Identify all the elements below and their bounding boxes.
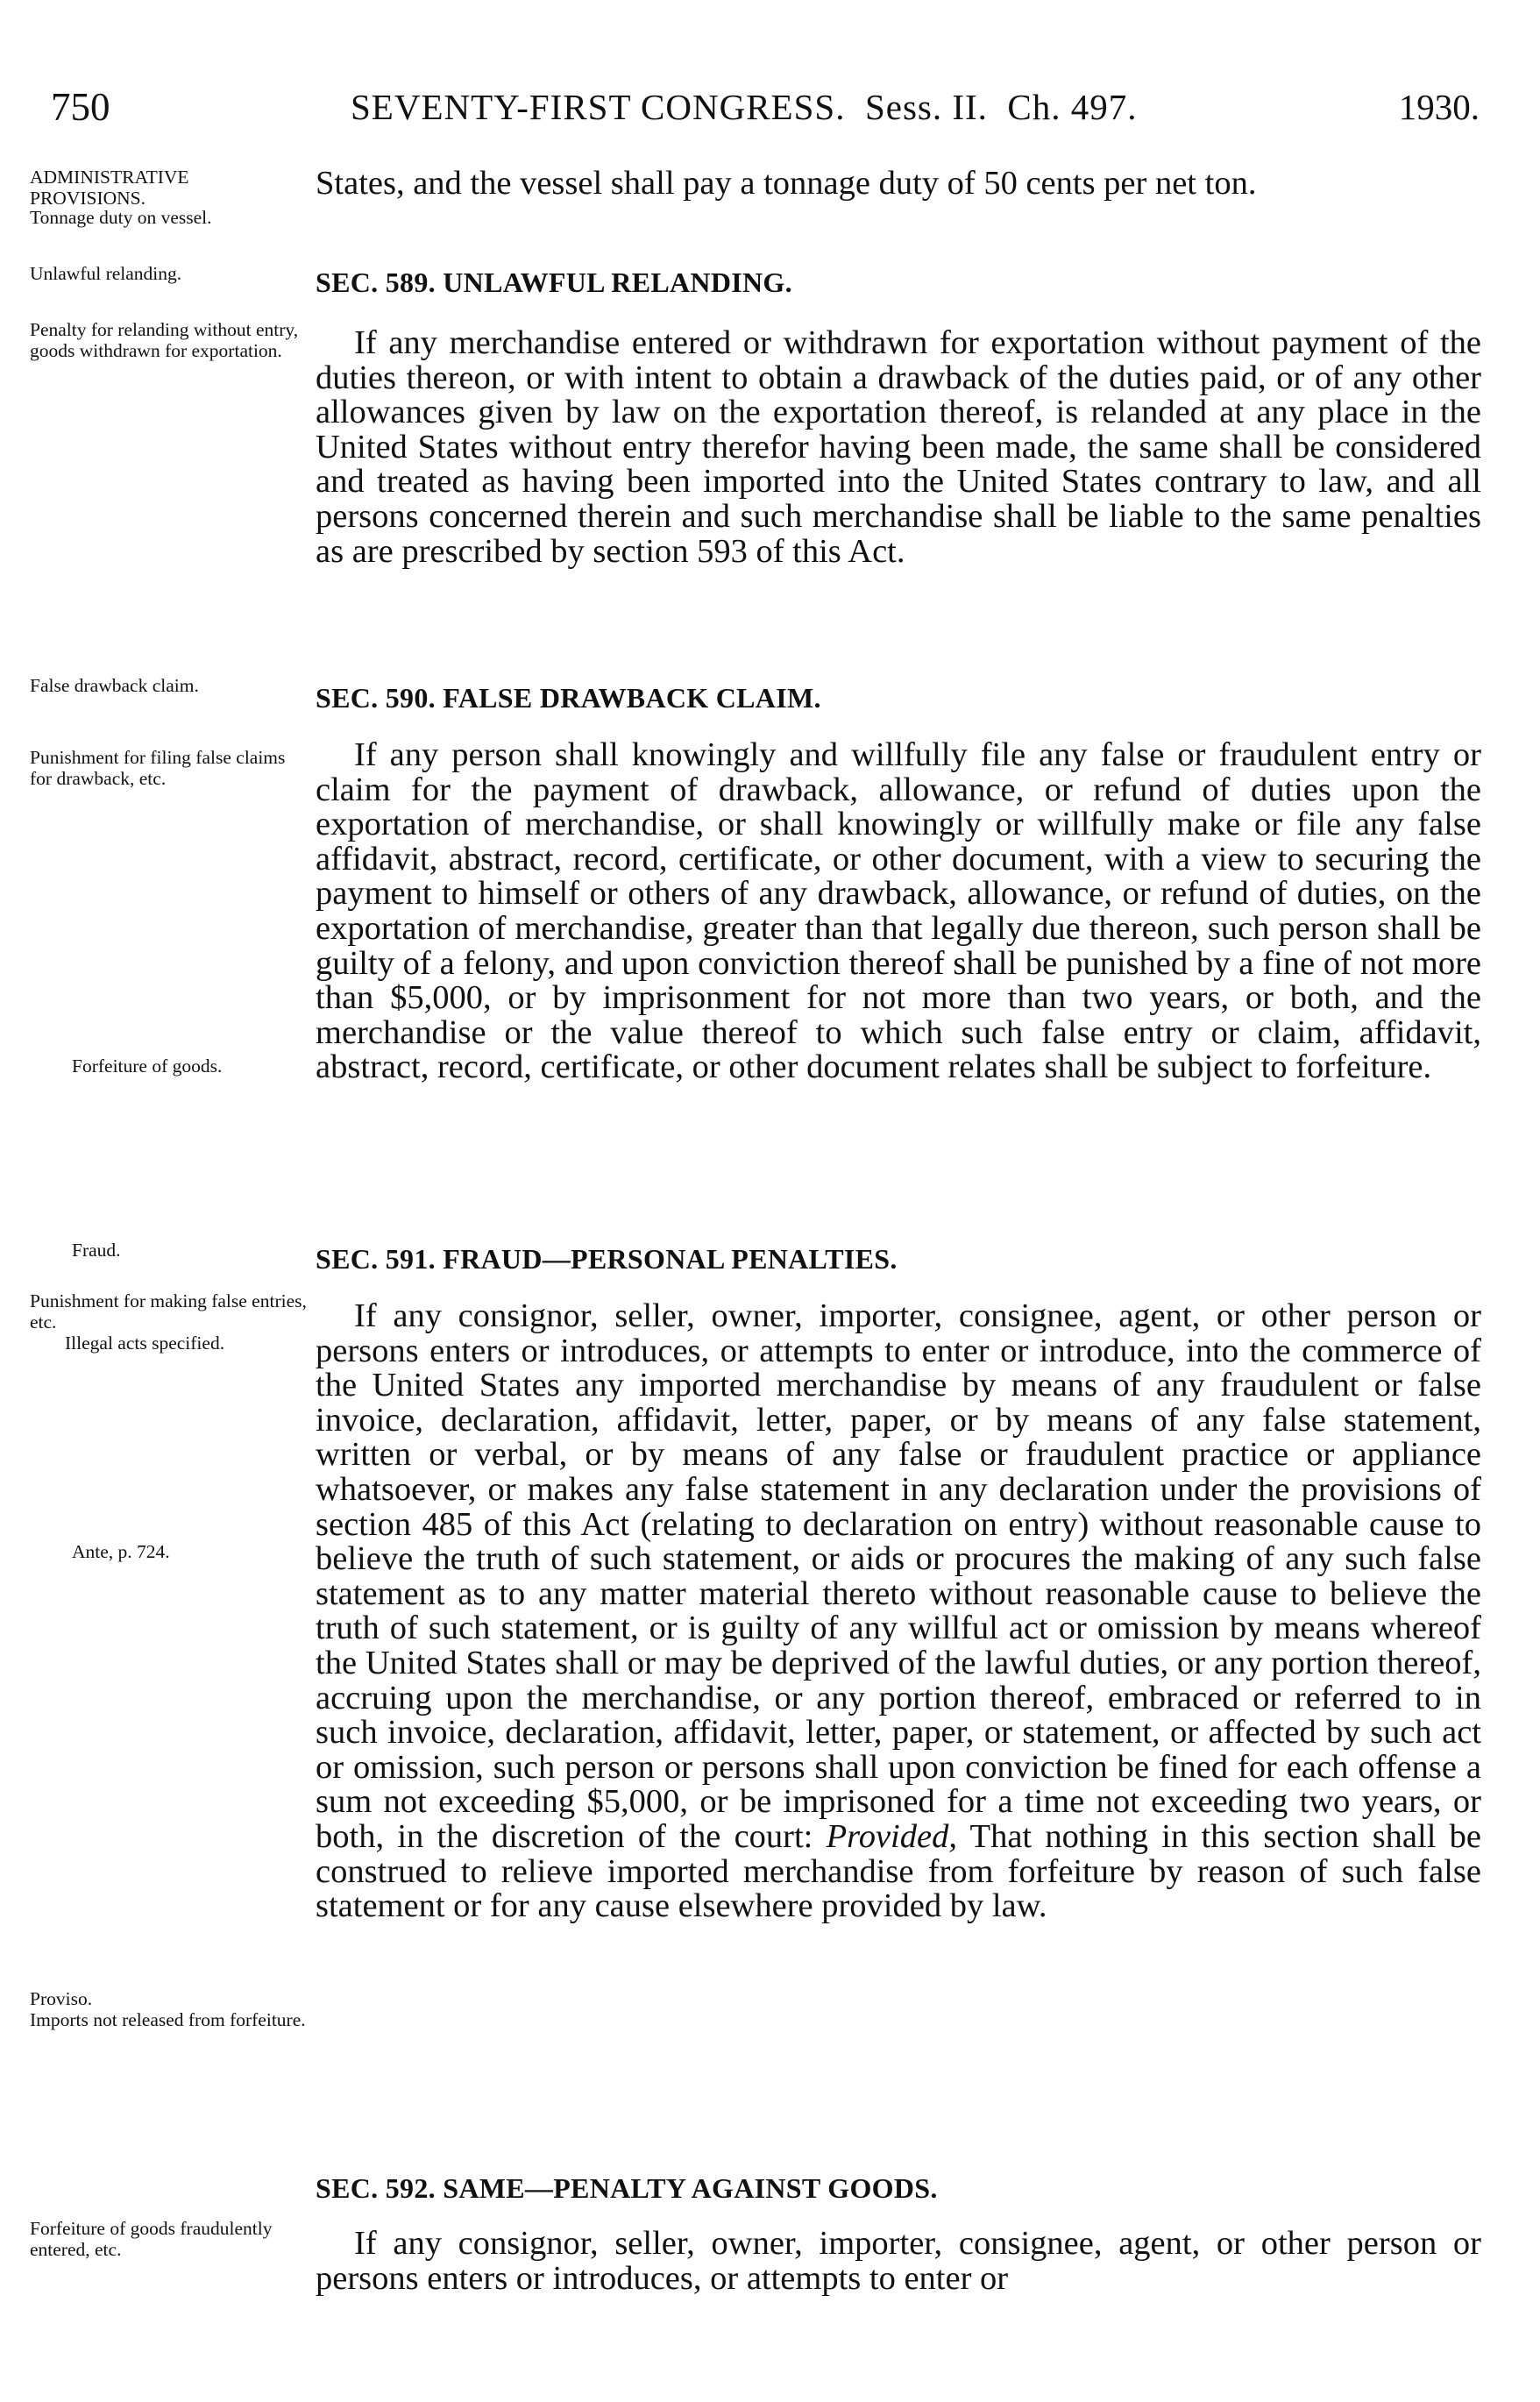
page-number: 750 xyxy=(51,85,110,129)
section-592-heading: SEC. 592. SAME—PENALTY AGAINST GOODS. xyxy=(316,2172,938,2204)
margin-note-ante: Ante, p. 724. xyxy=(72,1541,170,1562)
chapter-label: Ch. 497. xyxy=(1007,87,1138,127)
section-590-text xyxy=(316,738,1481,1085)
margin-note-forfeiture-goods: Forfeiture of goods. xyxy=(72,1055,223,1077)
section-591-heading: SEC. 591. FRAUD—PERSONAL PENALTIES. xyxy=(316,1243,898,1275)
section-589-text xyxy=(316,326,1481,569)
margin-note-illegal-acts: Illegal acts specified. xyxy=(65,1332,225,1354)
margin-note-false-drawback: False drawback claim. xyxy=(30,675,199,696)
section-591-body-after: That nothing in this section shall be construed to relieve imported merchandise from forfeiture by reason of such false statement or for any cause elsewhere provided by law. xyxy=(316,1817,1482,1925)
running-title-congress: SEVENTY-FIRST CONGRESS. xyxy=(351,87,846,127)
provided-keyword: Provided, xyxy=(826,1817,957,1855)
running-title xyxy=(351,81,1138,133)
section-591-body-before: If any consignor, seller, owner, importer, consignee, agent, or other person or persons enters or introduces, or attempts to enter or introduce, into the commerce of the United States any imported merchandise by means of any fraudulent or false invoice, declaration, affidavit, letter, paper, or by means of any false statement, written or verbal, or by means of any false or fraudulent practice or appliance whatsoever, or makes any false statement in any declaration under the provisions of section 485 of this Act (relating to declaration on entry) without reasonable cause to believe the truth of such statement, or aids or procures the making of any such false statement as to any matter material thereto without reasonable cause to believe the truth of such statement, or is guilty of any willful act or omission by means whereof the United States shall or may be deprived of the lawful duties, or any portion thereof, accruing upon the merchandise, or any portion thereof, embraced or referred to in such invoice, declaration, affidavit, letter, paper, or statement, or affected by such act or omission, such person or persons shall upon conviction be fined for each offense a sum not exceeding $5,000, or be imprisoned for a time not exceeding two years, or both, in the discretion of the court: xyxy=(316,1297,1481,1855)
margin-note-proviso: Proviso. xyxy=(30,1988,93,2009)
margin-note-punishment-false-claims: Punishment for filing false claims for drawback, etc. xyxy=(30,747,286,789)
section-589-body: If any merchandise entered or withdrawn for exportation without payment of the duties thereon, or with intent to obtain a drawback of the duties paid, or of any other allowances given by law on the exportation thereof, is relanded at any place in the United States without entry therefor having been made, the same shall be considered and treated as having been imported into the United States contrary to law, and all persons concerned therein and such merchandise shall be liable to the same penalties as are prescribed by section 593 of this Act. xyxy=(316,324,1481,570)
session-label: Sess. II. xyxy=(864,87,988,127)
section-590-body: If any person shall knowingly and willfully file any false or fraudulent entry or claim for the payment of drawback, allowance, or refund of duties upon the exportation of merchandise, or shall knowingly or willfully make or file any false affidavit, abstract, record, certificate, or other document, with a view to securing the payment to himself or others of any drawback, allowance, or refund of duties, on the exportation of merchandise, greater than that legally due thereon, such person shall be guilty of a felony, and upon conviction thereof shall be punished by a fine of not more than $5,000, or by imprisonment for not more than two years, or both, and the merchandise or the value thereof to which such false entry or claim, affidavit, abstract, record, certificate, or other document relates shall be subject to forfeiture. xyxy=(316,736,1481,1086)
page-header xyxy=(51,81,1480,133)
section-589-heading: SEC. 589. UNLAWFUL RELANDING. xyxy=(316,266,792,298)
section-592-text xyxy=(316,2227,1481,2296)
margin-note-tonnage-duty: Tonnage duty on vessel. xyxy=(30,207,212,228)
section-591-text xyxy=(316,1299,1481,1924)
margin-note-punishment-false-entries: Punishment for making false entries, etc. xyxy=(30,1290,307,1332)
margin-note-fraud: Fraud. xyxy=(72,1240,121,1261)
margin-note-forfeiture-fraudulent: Forfeiture of goods fraudulently entered, etc. xyxy=(30,2218,273,2260)
section-590-heading: SEC. 590. FALSE DRAWBACK CLAIM. xyxy=(316,682,821,714)
margin-note-unlawful-relanding: Unlawful relanding. xyxy=(30,263,182,284)
margin-note-penalty-relanding: Penalty for relanding without entry, goods withdrawn for exportation. xyxy=(30,319,299,361)
margin-note-admin-provisions: ADMINISTRATIVE PROVISIONS. xyxy=(30,167,189,209)
section-592-body: If any consignor, seller, owner, importer, consignee, agent, or other person or persons enters or introduces, or attempts to enter or xyxy=(316,2225,1481,2297)
year-label: 1930. xyxy=(1398,87,1480,127)
margin-note-imports-not-released: Imports not released from forfeiture. xyxy=(30,2009,306,2030)
continuation-paragraph: States, and the vessel shall pay a tonnage duty of 50 cents per net ton. xyxy=(316,165,1257,202)
